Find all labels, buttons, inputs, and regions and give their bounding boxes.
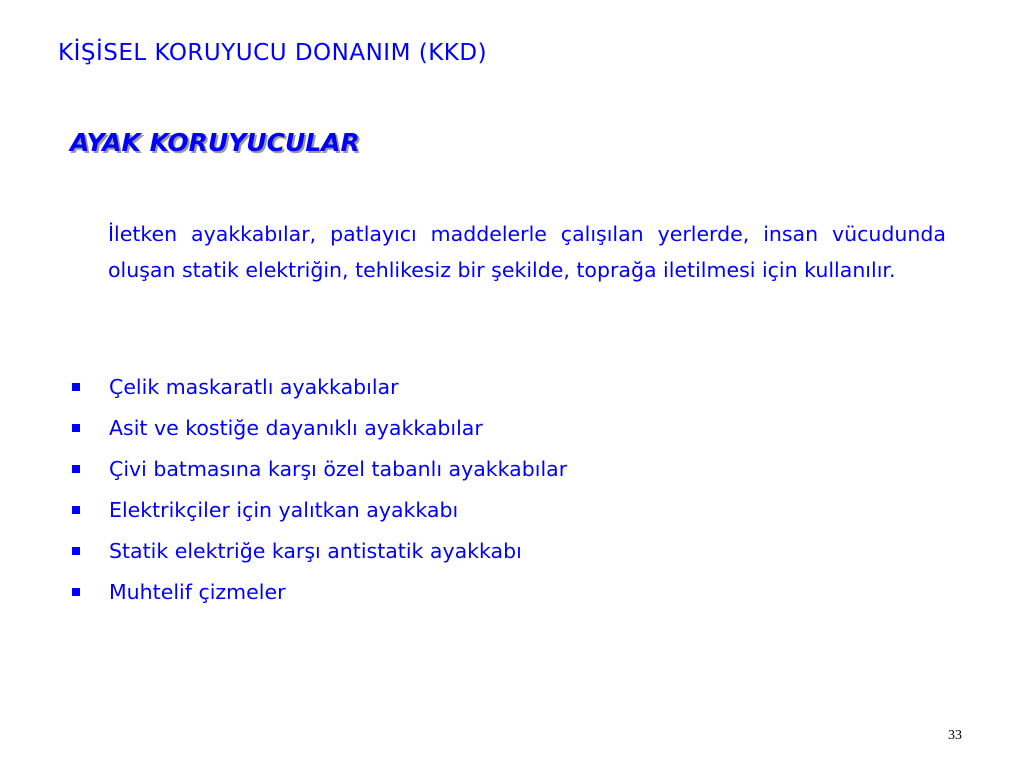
bullet-list (72, 366, 567, 612)
list-item (72, 407, 567, 448)
square-bullet-icon (72, 383, 80, 391)
bullet-text: Asit ve kostiğe dayanıklı ayakkabılar (109, 415, 483, 440)
bullet-text: Muhtelif çizmeler (109, 579, 286, 604)
square-bullet-icon (72, 506, 80, 514)
square-bullet-icon (72, 465, 80, 473)
square-bullet-icon (72, 588, 80, 596)
list-item (72, 448, 567, 489)
page-number: 33 (948, 728, 962, 743)
slide-title: KİŞİSEL KORUYUCU DONANIM (KKD) (58, 40, 488, 66)
body-paragraph: İletken ayakkabılar, patlayıcı maddelerle çalışılan yerlerde, insan vücudunda oluşan statik elektriğin, tehlikesiz bir şekilde, toprağa iletilmesi için kullanılır. (108, 222, 946, 282)
square-bullet-icon (72, 424, 80, 432)
bullet-text: Elektrikçiler için yalıtkan ayakkabı (109, 497, 459, 522)
slide-subtitle: AYAK KORUYUCULAR (70, 128, 360, 157)
list-item (72, 366, 567, 407)
bullet-text: Çivi batmasına karşı özel tabanlı ayakkabılar (109, 456, 568, 481)
list-item (72, 571, 567, 612)
bullet-text: Çelik maskaratlı ayakkabılar (109, 374, 399, 399)
list-item (72, 489, 567, 530)
square-bullet-icon (72, 547, 80, 555)
bullet-text: Statik elektriğe karşı antistatik ayakkabı (109, 538, 522, 563)
list-item (72, 530, 567, 571)
